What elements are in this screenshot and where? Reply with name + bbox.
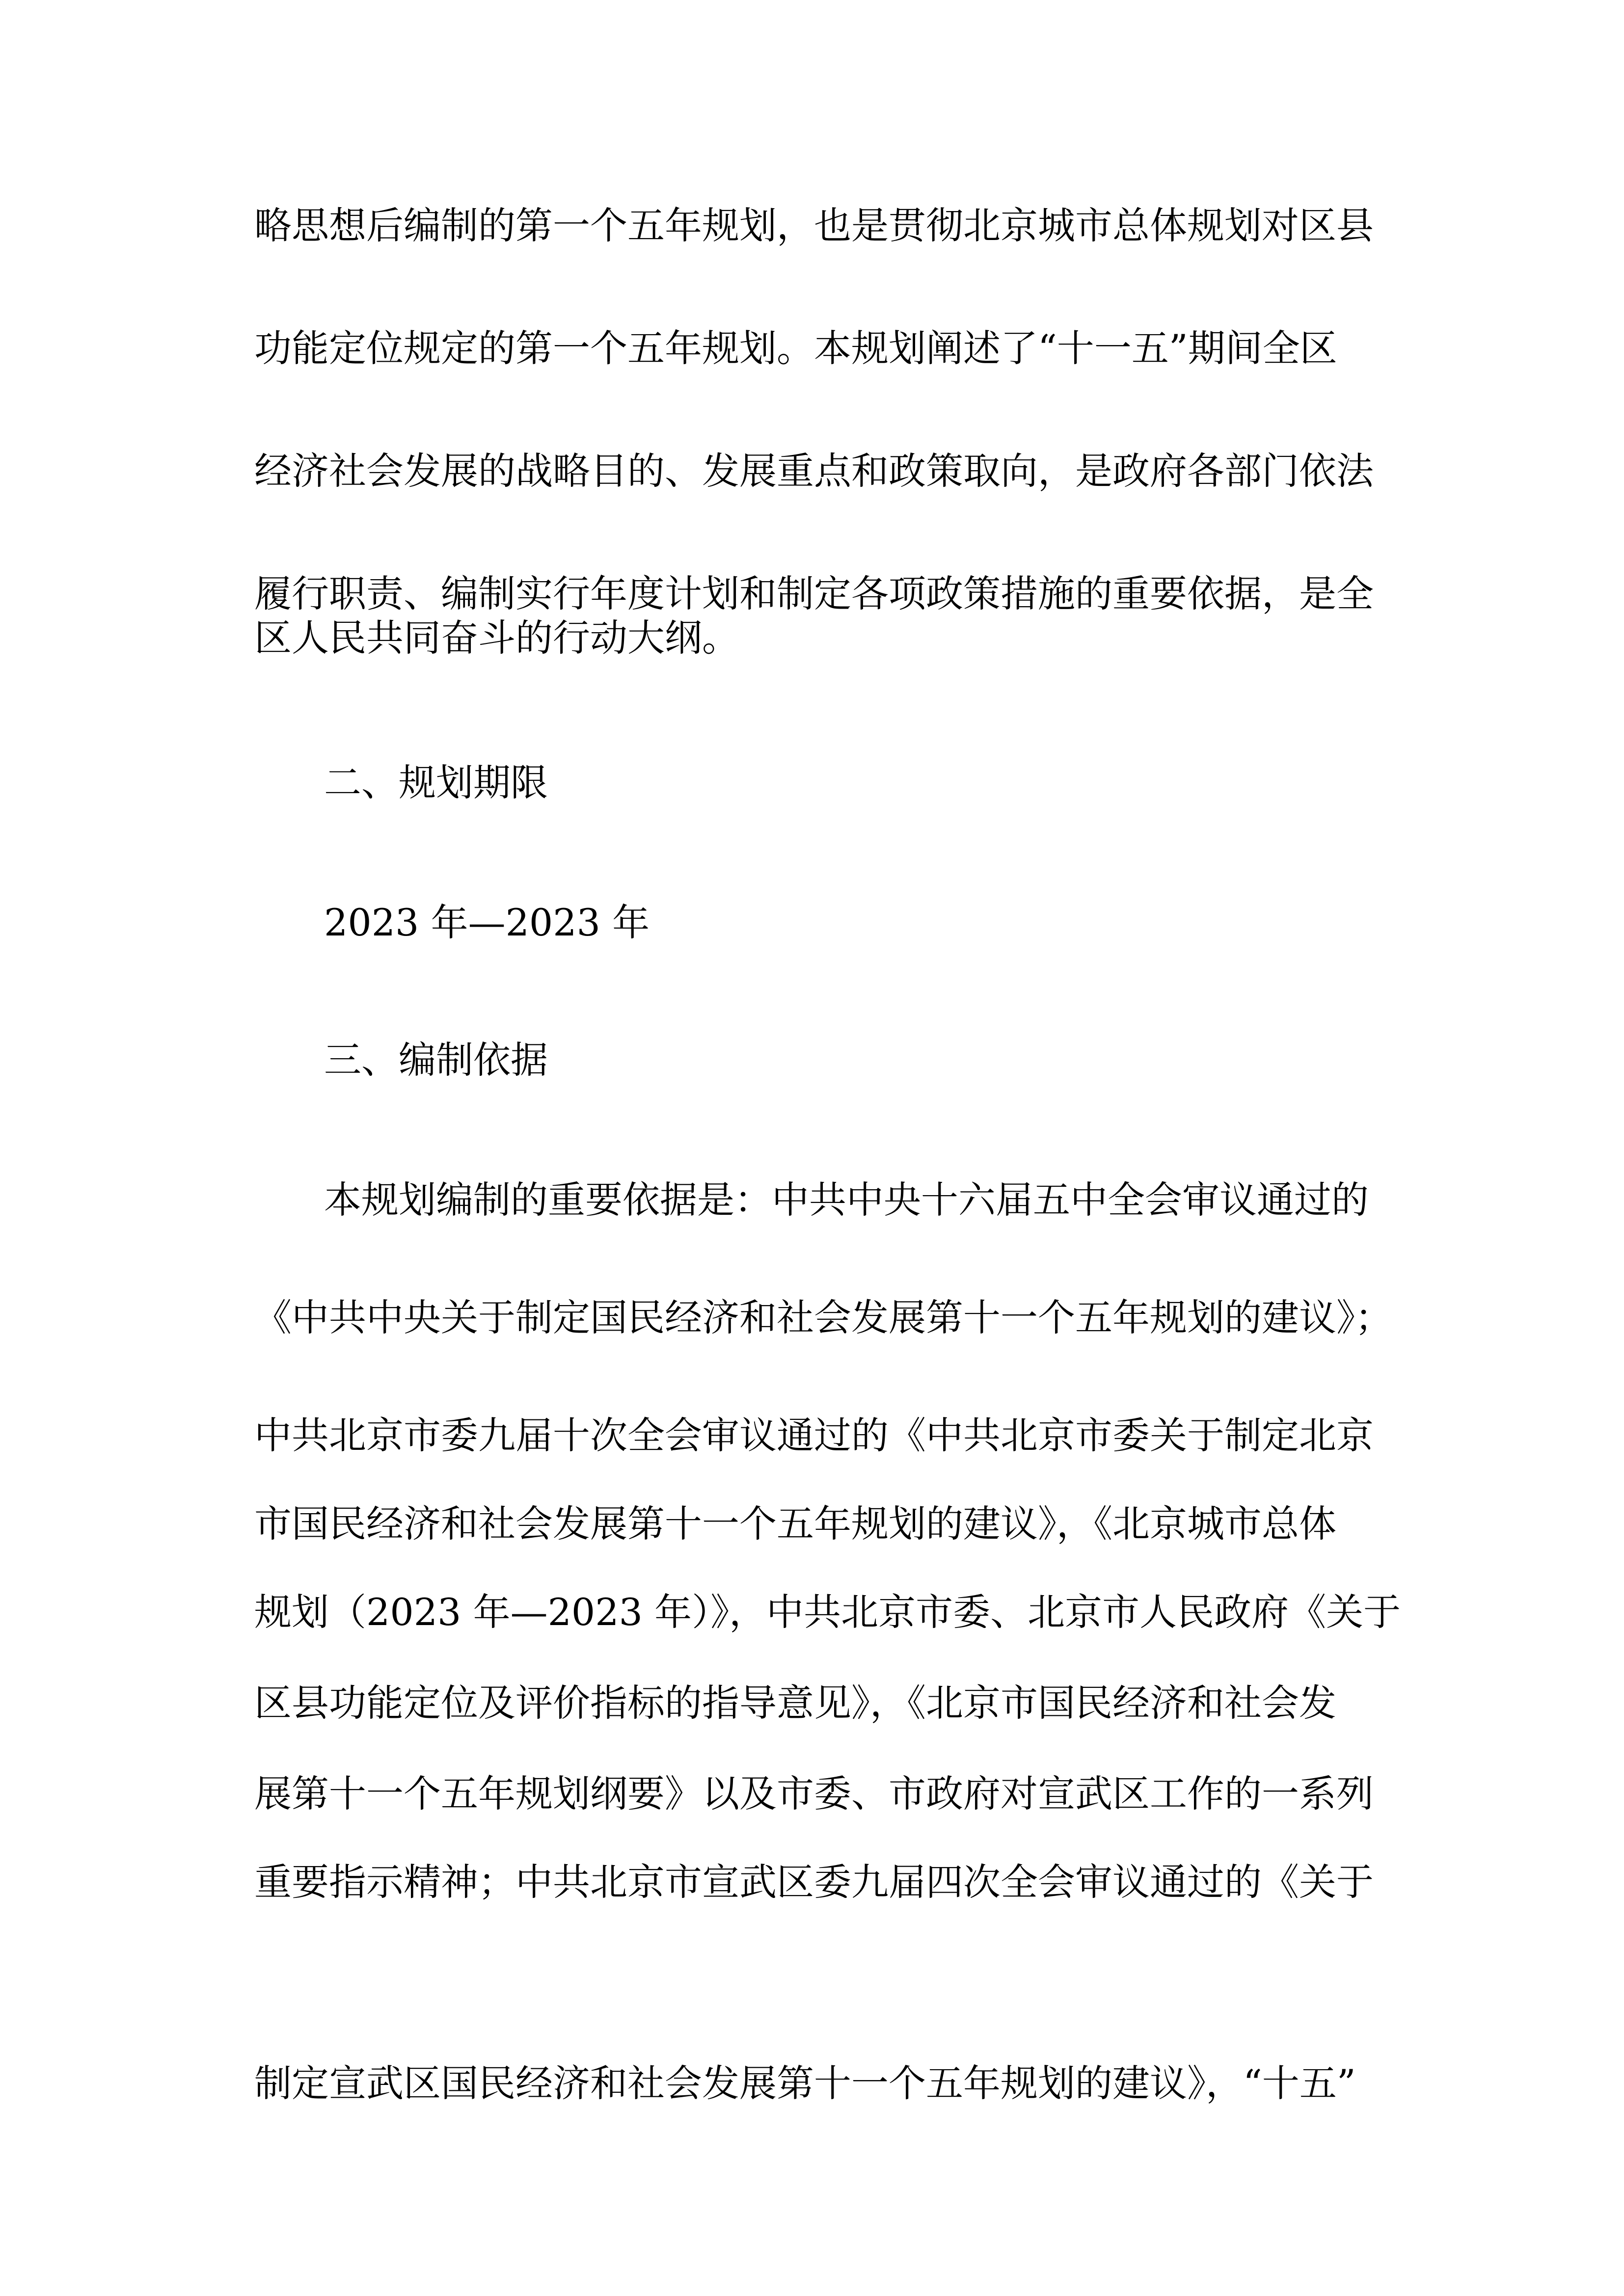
paragraph-line: 区人民共同奋斗的行动大纲。 [254, 616, 739, 660]
section-heading: 三、编制依据 [324, 1038, 548, 1082]
paragraph-line: 本规划编制的重要依据是：中共中央十六届五中全会审议通过的 [324, 1178, 1369, 1222]
paragraph-line: 略思想后编制的第一个五年规划，也是贯彻北京城市总体规划对区县 [254, 204, 1374, 247]
paragraph-line: 履行职责、编制实行年度计划和制定各项政策措施的重要依据，是全 [254, 572, 1374, 615]
paragraph-line: 《中共中央关于制定国民经济和社会发展第十一个五年规划的建议》； [254, 1296, 1392, 1339]
paragraph-line: 市国民经济和社会发展第十一个五年规划的建议》，《北京城市总体 [254, 1502, 1336, 1546]
paragraph-line: 中共北京市委九届十次全会审议通过的《中共北京市委关于制定北京 [254, 1414, 1374, 1457]
paragraph-line: 功能定位规定的第一个五年规划。本规划阐述了“十一五”期间全区 [254, 326, 1337, 370]
paragraph-line: 区县功能定位及评价指标的指导意见》，《北京市国民经济和社会发 [254, 1681, 1336, 1725]
paragraph-line: 制定宣武区国民经济和社会发展第十一个五年规划的建议》，“十五” [254, 2061, 1356, 2105]
paragraph-line: 重要指示精神；中共北京市宣武区委九届四次全会审议通过的《关于 [254, 1860, 1374, 1904]
planning-period: 2023 年—2023 年 [324, 901, 650, 944]
paragraph-line: 规划（2023 年—2023 年）》，中共北京市委、北京市人民政府《关于 [254, 1590, 1401, 1634]
section-heading: 二、规划期限 [324, 761, 548, 804]
paragraph-line: 展第十一个五年规划纲要》以及市委、市政府对宣武区工作的一系列 [254, 1772, 1374, 1815]
paragraph-line: 经济社会发展的战略目的、发展重点和政策取向，是政府各部门依法 [254, 449, 1374, 493]
